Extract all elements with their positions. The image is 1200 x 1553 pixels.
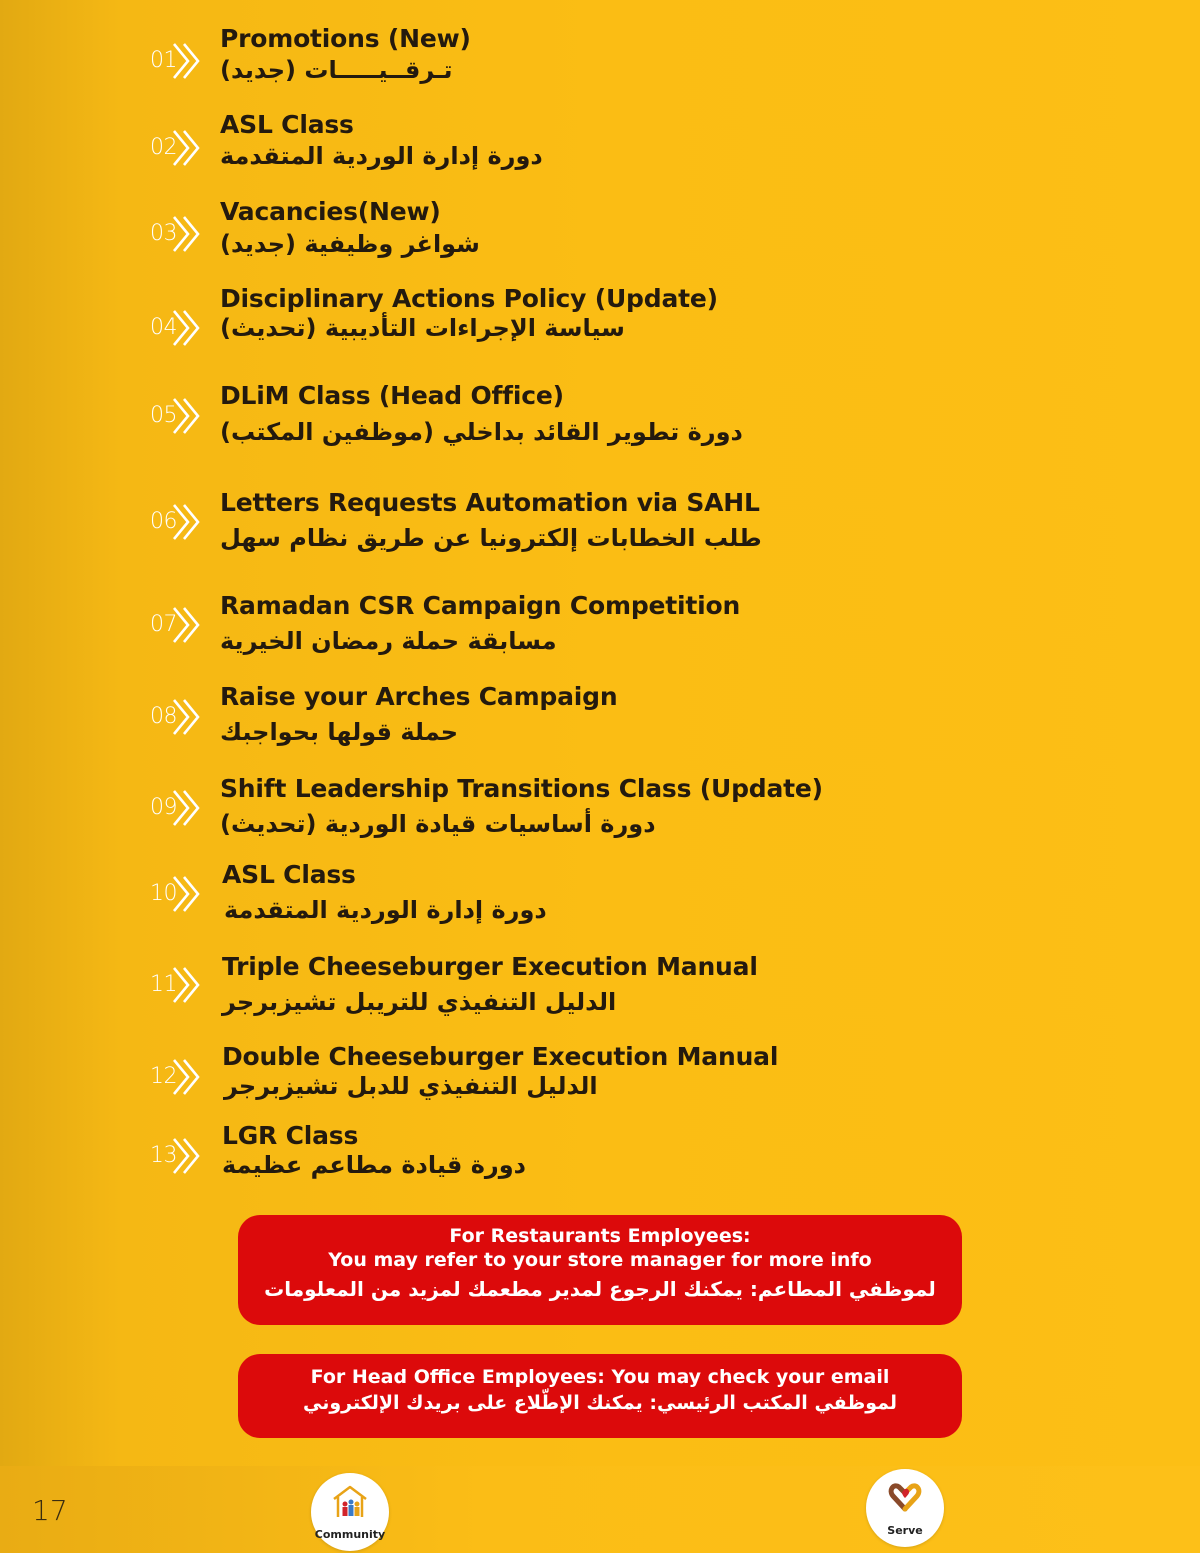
double-chevron-icon: [168, 874, 204, 914]
page-number: 17: [32, 1494, 68, 1527]
notice-restaurants-title: For Restaurants Employees:: [449, 1225, 751, 1247]
item-title-ar: دورة إدارة الوردية المتقدمة: [220, 142, 543, 170]
item-number: 07: [150, 612, 177, 637]
item-number: 06: [150, 509, 177, 534]
item-number: 04: [150, 315, 177, 340]
item-number: 12: [150, 1064, 177, 1089]
item-title-en: ASL Class: [222, 860, 356, 889]
item-number: 02: [150, 135, 177, 160]
item-title-en: Disciplinary Actions Policy (Update): [220, 284, 718, 313]
item-number: 01: [150, 48, 177, 73]
item-number: 05: [150, 403, 177, 428]
double-chevron-icon: [168, 697, 204, 737]
notice-head-office: [238, 1354, 962, 1438]
item-title-en: Promotions (New): [220, 24, 471, 53]
double-chevron-icon: [168, 41, 204, 81]
item-title-en: Raise your Arches Campaign: [220, 682, 618, 711]
item-title-en: Double Cheeseburger Execution Manual: [222, 1042, 779, 1071]
item-title-en: Vacancies(New): [220, 197, 441, 226]
double-chevron-icon: [168, 605, 204, 645]
item-title-en: Letters Requests Automation via SAHL: [220, 488, 760, 517]
item-number: 11: [150, 972, 177, 997]
double-chevron-icon: [168, 502, 204, 542]
double-chevron-icon: [168, 128, 204, 168]
double-chevron-icon: [168, 396, 204, 436]
item-title-ar: دورة تطوير القائد بداخلي (موظفين المكتب): [220, 418, 743, 446]
item-title-ar: شواغر وظيفية (جديد): [220, 230, 480, 258]
serve-label: Serve: [887, 1524, 923, 1537]
item-title-ar: سياسة الإجراءات التأديبية (تحديث): [220, 314, 625, 342]
notice-restaurants-body: You may refer to your store manager for more info: [328, 1249, 872, 1271]
double-chevron-icon: [168, 965, 204, 1005]
item-number: 13: [150, 1143, 177, 1168]
item-title-ar: دورة إدارة الوردية المتقدمة: [224, 896, 547, 924]
notice-restaurants-body-ar: لموظفي المطاعم: يمكنك الرجوع لمدير مطعمك لمزيد من المعلومات: [264, 1277, 936, 1301]
house-people-icon: [330, 1483, 370, 1519]
double-chevron-icon: [168, 214, 204, 254]
item-number: 09: [150, 795, 177, 820]
double-chevron-icon: [168, 788, 204, 828]
notice-restaurants: [238, 1215, 962, 1325]
item-title-en: DLiM Class (Head Office): [220, 381, 564, 410]
notice-head-office-body-ar: لموظفي المكتب الرئيسي: يمكنك الإطّلاع على بريدك الإلكتروني: [302, 1392, 898, 1414]
serve-badge: [866, 1469, 944, 1547]
double-chevron-icon: [168, 308, 204, 348]
notice-head-office-title: For Head Office Employees: You may check your email: [310, 1366, 890, 1388]
item-number: 08: [150, 704, 177, 729]
community-badge: [311, 1473, 389, 1551]
item-number: 10: [150, 881, 177, 906]
heart-hands-icon: [885, 1479, 925, 1515]
item-title-en: Ramadan CSR Campaign Competition: [220, 591, 741, 620]
double-chevron-icon: [168, 1136, 204, 1176]
item-title-ar: طلب الخطابات إلكترونيا عن طريق نظام سهل: [220, 524, 762, 552]
double-chevron-icon: [168, 1057, 204, 1097]
community-label: Community: [314, 1528, 386, 1541]
item-title-ar: دورة قيادة مطاعم عظيمة: [222, 1151, 526, 1179]
item-title-ar: دورة أساسيات قيادة الوردية (تحديث): [220, 810, 656, 838]
item-title-ar: الدليل التنفيذي للتريبل تشيزبرجر: [222, 988, 617, 1016]
item-title-en: LGR Class: [222, 1121, 359, 1150]
item-title-en: Shift Leadership Transitions Class (Update): [220, 774, 823, 803]
item-title-ar: مسابقة حملة رمضان الخيرية: [220, 627, 557, 655]
item-title-ar: الدليل التنفيذي للدبل تشيزبرجر: [224, 1072, 598, 1100]
footer-strip: [0, 1466, 1200, 1553]
item-title-en: Triple Cheeseburger Execution Manual: [222, 952, 758, 981]
item-title-en: ASL Class: [220, 110, 354, 139]
item-title-ar: حملة قولها بحواجبك: [220, 718, 459, 746]
item-number: 03: [150, 221, 177, 246]
item-title-ar: تـرقــيـــــات (جديد): [220, 56, 453, 84]
